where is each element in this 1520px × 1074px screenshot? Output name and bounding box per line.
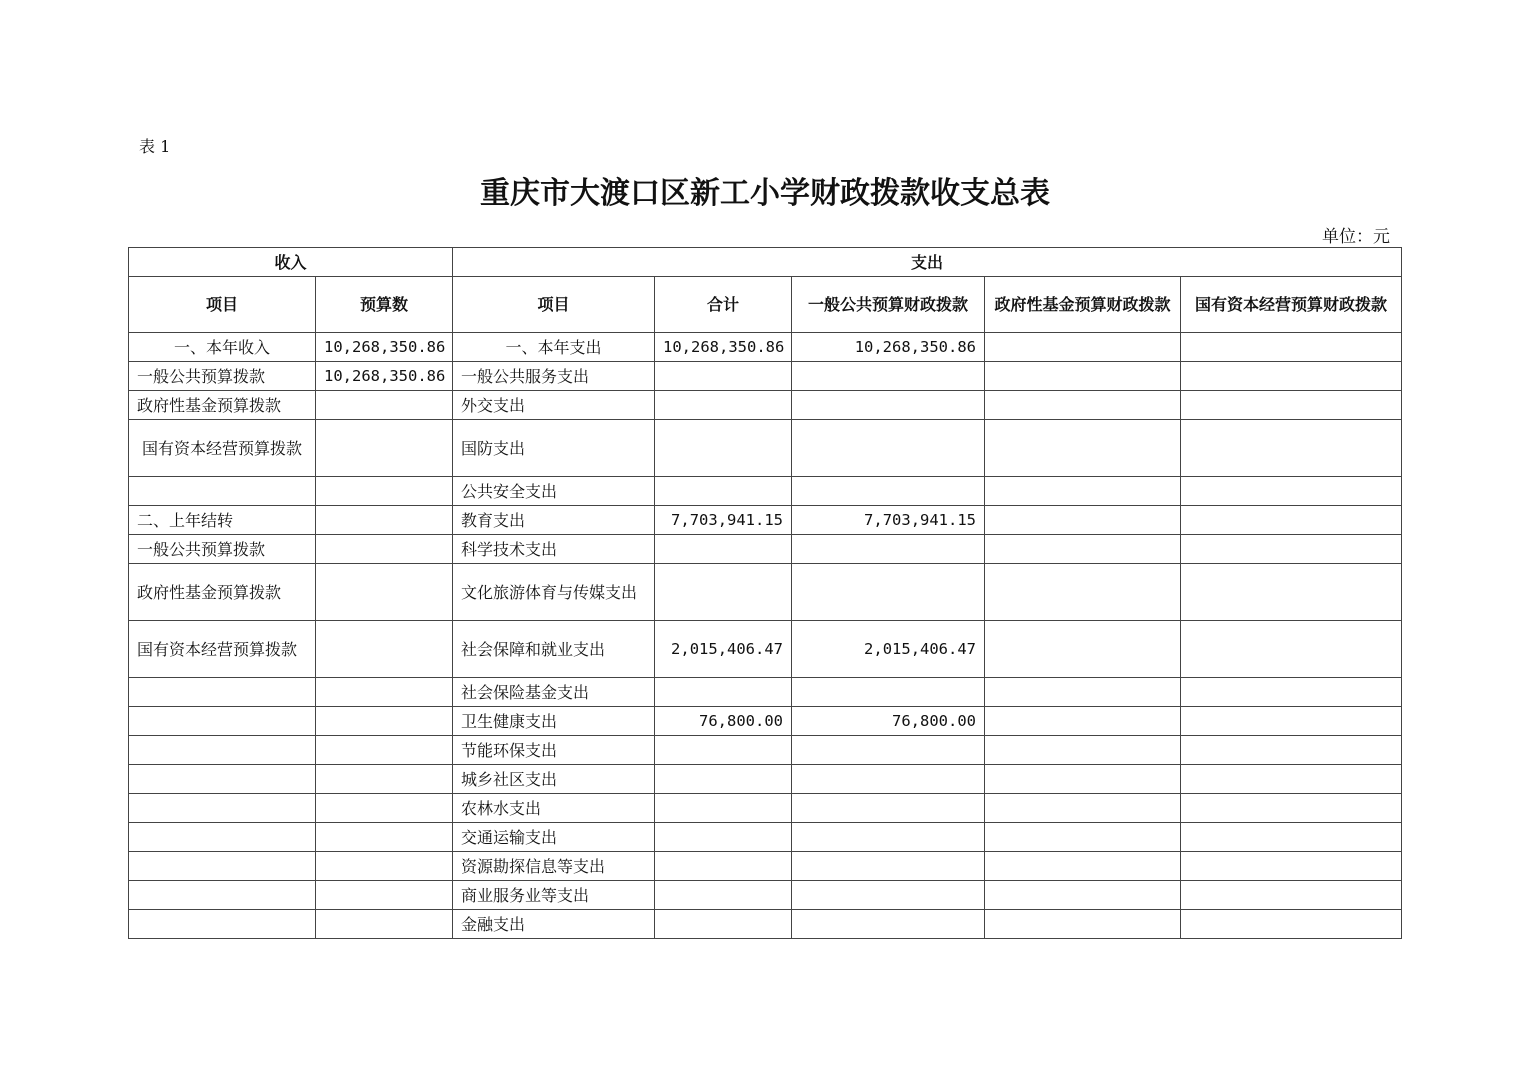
table-row	[129, 736, 1402, 765]
income-budget-cell: 10,268,350.86	[316, 333, 453, 362]
total-cell: 76,800.00	[655, 707, 792, 736]
table-row	[129, 852, 1402, 881]
income-item-cell	[129, 477, 316, 506]
table-row	[129, 420, 1402, 477]
state-capital-cell	[1181, 420, 1402, 477]
income-item-cell: 一般公共预算拨款	[129, 362, 316, 391]
income-budget-cell	[316, 881, 453, 910]
gov-fund-cell	[985, 794, 1181, 823]
state-capital-cell	[1181, 765, 1402, 794]
col-expense-item: 项目	[453, 277, 655, 333]
total-cell	[655, 765, 792, 794]
income-item-cell: 二、上年结转	[129, 506, 316, 535]
general-budget-cell: 2,015,406.47	[792, 621, 985, 678]
total-cell: 7,703,941.15	[655, 506, 792, 535]
income-budget-cell	[316, 707, 453, 736]
income-budget-cell	[316, 736, 453, 765]
col-general-budget: 一般公共预算财政拨款	[792, 277, 985, 333]
expense-item-cell: 农林水支出	[453, 794, 655, 823]
income-budget-cell	[316, 391, 453, 420]
income-item-cell	[129, 765, 316, 794]
total-cell	[655, 420, 792, 477]
state-capital-cell	[1181, 362, 1402, 391]
income-budget-cell	[316, 678, 453, 707]
col-total: 合计	[655, 277, 792, 333]
general-budget-cell	[792, 678, 985, 707]
expense-item-cell: 文化旅游体育与传媒支出	[453, 564, 655, 621]
table-body	[129, 333, 1402, 939]
general-budget-cell	[792, 852, 985, 881]
state-capital-cell	[1181, 823, 1402, 852]
state-capital-cell	[1181, 678, 1402, 707]
income-budget-cell	[316, 823, 453, 852]
gov-fund-cell	[985, 477, 1181, 506]
gov-fund-cell	[985, 564, 1181, 621]
expense-group-header: 支出	[453, 248, 1402, 277]
state-capital-cell	[1181, 535, 1402, 564]
table-row	[129, 910, 1402, 939]
income-item-cell	[129, 910, 316, 939]
col-income-item: 项目	[129, 277, 316, 333]
income-budget-cell	[316, 535, 453, 564]
income-item-cell: 政府性基金预算拨款	[129, 564, 316, 621]
table-row	[129, 621, 1402, 678]
income-item-cell	[129, 707, 316, 736]
general-budget-cell	[792, 420, 985, 477]
general-budget-cell	[792, 391, 985, 420]
gov-fund-cell	[985, 621, 1181, 678]
expense-item-cell: 公共安全支出	[453, 477, 655, 506]
table-row	[129, 707, 1402, 736]
state-capital-cell	[1181, 391, 1402, 420]
income-item-cell: 政府性基金预算拨款	[129, 391, 316, 420]
total-cell	[655, 362, 792, 391]
state-capital-cell	[1181, 506, 1402, 535]
expense-item-cell: 资源勘探信息等支出	[453, 852, 655, 881]
total-cell	[655, 823, 792, 852]
gov-fund-cell	[985, 362, 1181, 391]
income-item-cell	[129, 794, 316, 823]
table-row	[129, 794, 1402, 823]
income-item-cell	[129, 823, 316, 852]
general-budget-cell	[792, 564, 985, 621]
income-budget-cell	[316, 477, 453, 506]
total-cell	[655, 794, 792, 823]
income-budget-cell	[316, 564, 453, 621]
income-budget-cell: 10,268,350.86	[316, 362, 453, 391]
gov-fund-cell	[985, 535, 1181, 564]
state-capital-cell	[1181, 736, 1402, 765]
general-budget-cell: 10,268,350.86	[792, 333, 985, 362]
income-item-cell	[129, 736, 316, 765]
expense-item-cell: 教育支出	[453, 506, 655, 535]
gov-fund-cell	[985, 765, 1181, 794]
gov-fund-cell	[985, 736, 1181, 765]
total-cell	[655, 391, 792, 420]
income-budget-cell	[316, 765, 453, 794]
gov-fund-cell	[985, 881, 1181, 910]
state-capital-cell	[1181, 881, 1402, 910]
general-budget-cell: 7,703,941.15	[792, 506, 985, 535]
expense-item-cell: 金融支出	[453, 910, 655, 939]
general-budget-cell	[792, 765, 985, 794]
gov-fund-cell	[985, 333, 1181, 362]
general-budget-cell	[792, 535, 985, 564]
income-item-cell	[129, 881, 316, 910]
total-cell	[655, 852, 792, 881]
total-cell	[655, 881, 792, 910]
income-budget-cell	[316, 621, 453, 678]
total-cell	[655, 535, 792, 564]
income-item-cell: 一般公共预算拨款	[129, 535, 316, 564]
gov-fund-cell	[985, 823, 1181, 852]
table-row	[129, 535, 1402, 564]
table-row	[129, 564, 1402, 621]
gov-fund-cell	[985, 391, 1181, 420]
general-budget-cell	[792, 910, 985, 939]
total-cell	[655, 910, 792, 939]
general-budget-cell	[792, 362, 985, 391]
expense-item-cell: 外交支出	[453, 391, 655, 420]
income-group-header: 收入	[129, 248, 453, 277]
income-budget-cell	[316, 420, 453, 477]
expense-item-cell: 社会保障和就业支出	[453, 621, 655, 678]
general-budget-cell	[792, 794, 985, 823]
gov-fund-cell	[985, 678, 1181, 707]
expense-item-cell: 城乡社区支出	[453, 765, 655, 794]
state-capital-cell	[1181, 794, 1402, 823]
expense-item-cell: 国防支出	[453, 420, 655, 477]
state-capital-cell	[1181, 852, 1402, 881]
state-capital-cell	[1181, 477, 1402, 506]
gov-fund-cell	[985, 420, 1181, 477]
gov-fund-cell	[985, 707, 1181, 736]
table-row	[129, 391, 1402, 420]
income-item-cell: 国有资本经营预算拨款	[129, 420, 316, 477]
income-item-cell: 国有资本经营预算拨款	[129, 621, 316, 678]
general-budget-cell	[792, 736, 985, 765]
expense-item-cell: 交通运输支出	[453, 823, 655, 852]
income-budget-cell	[316, 506, 453, 535]
expense-item-cell: 一般公共服务支出	[453, 362, 655, 391]
table-row	[129, 362, 1402, 391]
expense-item-cell: 卫生健康支出	[453, 707, 655, 736]
expense-item-cell: 一、本年支出	[453, 333, 655, 362]
state-capital-cell	[1181, 333, 1402, 362]
state-capital-cell	[1181, 564, 1402, 621]
gov-fund-cell	[985, 852, 1181, 881]
table-row	[129, 881, 1402, 910]
table-number-label: 表 1	[139, 137, 171, 156]
expense-item-cell: 社会保险基金支出	[453, 678, 655, 707]
page-title: 重庆市大渡口区新工小学财政拨款收支总表	[480, 176, 1050, 211]
total-cell: 2,015,406.47	[655, 621, 792, 678]
total-cell	[655, 678, 792, 707]
table-row	[129, 333, 1402, 362]
table-row	[129, 506, 1402, 535]
table-row	[129, 678, 1402, 707]
expense-item-cell: 科学技术支出	[453, 535, 655, 564]
gov-fund-cell	[985, 506, 1181, 535]
income-item-cell	[129, 852, 316, 881]
total-cell	[655, 736, 792, 765]
state-capital-cell	[1181, 707, 1402, 736]
income-budget-cell	[316, 910, 453, 939]
unit-label: 单位：元	[1322, 227, 1390, 247]
income-budget-cell	[316, 852, 453, 881]
general-budget-cell	[792, 823, 985, 852]
total-cell	[655, 477, 792, 506]
table-row	[129, 765, 1402, 794]
finance-summary-table	[128, 247, 1402, 939]
col-gov-fund: 政府性基金预算财政拨款	[985, 277, 1181, 333]
general-budget-cell	[792, 881, 985, 910]
expense-item-cell: 节能环保支出	[453, 736, 655, 765]
table-row	[129, 823, 1402, 852]
table-row	[129, 477, 1402, 506]
total-cell	[655, 564, 792, 621]
expense-item-cell: 商业服务业等支出	[453, 881, 655, 910]
state-capital-cell	[1181, 621, 1402, 678]
col-income-budget: 预算数	[316, 277, 453, 333]
income-item-cell: 一、本年收入	[129, 333, 316, 362]
general-budget-cell: 76,800.00	[792, 707, 985, 736]
col-state-capital: 国有资本经营预算财政拨款	[1181, 277, 1402, 333]
state-capital-cell	[1181, 910, 1402, 939]
income-budget-cell	[316, 794, 453, 823]
general-budget-cell	[792, 477, 985, 506]
gov-fund-cell	[985, 910, 1181, 939]
income-item-cell	[129, 678, 316, 707]
total-cell: 10,268,350.86	[655, 333, 792, 362]
